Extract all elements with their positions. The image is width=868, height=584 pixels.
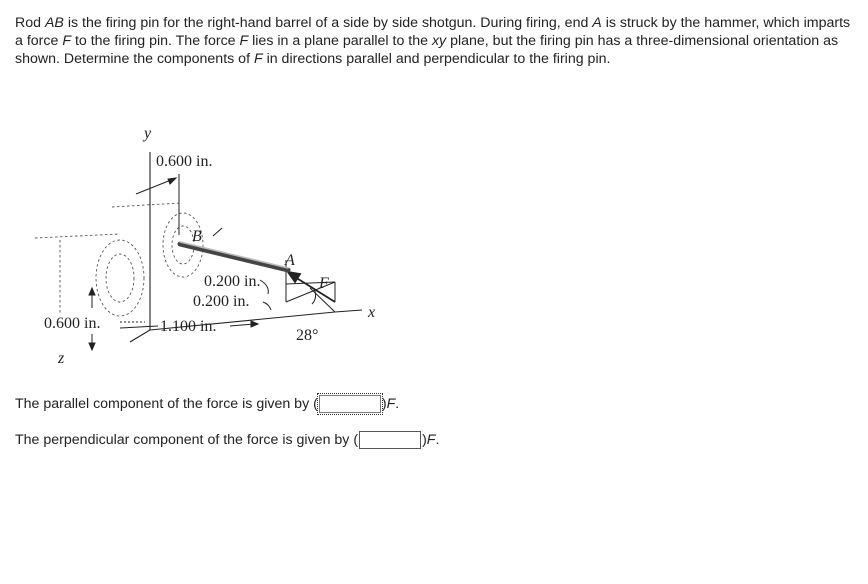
point-b-label: B bbox=[192, 228, 202, 245]
dim-1100-label: 1.100 in. bbox=[160, 318, 217, 335]
force-f-label: F bbox=[319, 275, 329, 292]
parallel-f-symbol: F bbox=[386, 396, 396, 412]
dim-200b-label: 0.200 in. bbox=[193, 293, 250, 310]
parallel-prompt: The parallel component of the force is given by ( bbox=[15, 396, 318, 412]
perpendicular-component-input[interactable] bbox=[359, 431, 421, 449]
axis-x-label: x bbox=[368, 304, 376, 321]
perpendicular-component-line bbox=[15, 430, 439, 450]
parallel-period: . bbox=[395, 396, 400, 412]
dimension-200-arrows bbox=[260, 280, 271, 310]
perpendicular-period: . bbox=[435, 432, 440, 448]
barrel-outlines bbox=[35, 203, 203, 316]
problem-statement: Rod AB is the firing pin for the right-hand barrel of a side by side shotgun. During firing, end A is struck by the hammer, which imparts a force F to the firing pin. The force F lies in a plane parallel to the xy plane, but the firing pin has a three-dimensional orientation as shown. Determine the components of F in directions parallel and perpendicular to the firing pin. bbox=[15, 15, 851, 67]
dim-left-label: 0.600 in. bbox=[44, 315, 101, 332]
angle-label: 28° bbox=[296, 327, 319, 344]
parallel-component-line bbox=[15, 394, 399, 414]
axis-z-label: z bbox=[58, 350, 65, 367]
perpendicular-f-symbol: F bbox=[426, 432, 436, 448]
point-a-label: A bbox=[285, 252, 295, 269]
firing-pin-figure bbox=[30, 120, 410, 380]
perpendicular-close-paren: ) bbox=[422, 432, 427, 448]
coordinate-axes bbox=[130, 152, 362, 342]
dim-top-label: 0.600 in. bbox=[156, 153, 213, 170]
parallel-close-paren: ) bbox=[381, 396, 387, 412]
parallel-component-input[interactable] bbox=[319, 395, 381, 413]
perpendicular-prompt: The perpendicular component of the force is given by ( bbox=[15, 432, 359, 448]
dim-200a-label: 0.200 in. bbox=[204, 273, 261, 290]
axis-y-label: y bbox=[144, 125, 152, 142]
